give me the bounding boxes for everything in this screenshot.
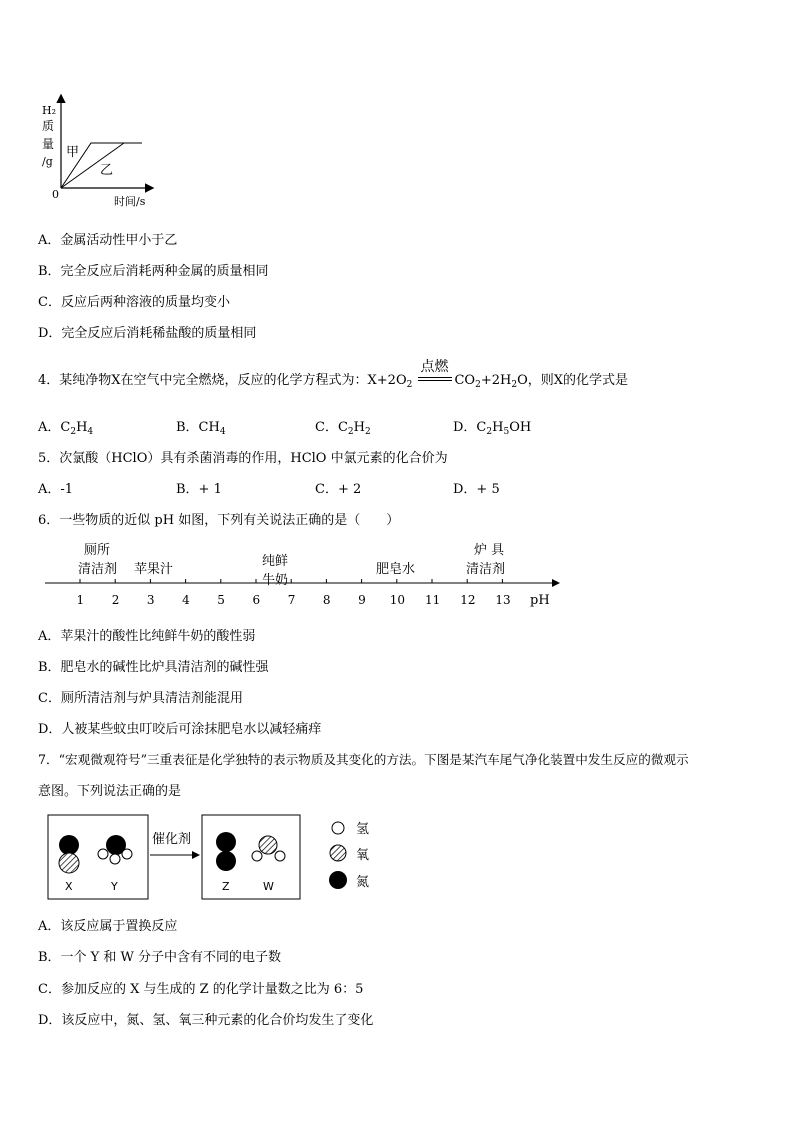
q6-stem: 6．一些物质的近似 pH 如图，下列有关说法正确的是（ ） [38, 513, 400, 528]
q4-product2-sub: 2 [511, 380, 518, 390]
q4-option-d: D．$C_2H_5OH$ [453, 420, 532, 437]
legend-oxygen-icon [330, 845, 346, 861]
ph-tick-label: 9 [358, 593, 366, 607]
q7-stem-line2: 意图。下列说法正确的是 [38, 784, 182, 799]
q4-stem [38, 358, 628, 390]
q7-stem-line1: 7．“宏观微观符号”三重表征是化学独特的表示物质及其变化的方法。下图是某汽车尾气净化装置中发生反应的微观示 [38, 752, 689, 767]
ph-tick-label: 2 [111, 593, 120, 607]
y-label-liang: 量 [42, 137, 55, 151]
q6-option-b: B．肥皂水的碱性比炉具清洁剂的碱性强 [38, 660, 269, 675]
q4-option-a: A．$C_2H_4$ [38, 420, 94, 437]
z-nitrogen-atom [216, 832, 236, 852]
q4-condition: 点燃 [420, 358, 449, 375]
label-stove-top: 炉 具 [474, 543, 505, 558]
q5-option-a: A．-1 [38, 482, 74, 497]
ph-tick-label: 7 [287, 593, 296, 607]
ph-scale [40, 536, 570, 614]
legend-hydrogen-icon [332, 822, 344, 834]
y-hydrogen-atom [122, 849, 132, 859]
q3-option-b: B．完全反应后消耗两种金属的质量相同 [38, 264, 269, 279]
ph-tick-label: 11 [425, 593, 441, 607]
q4-option-b: B．$CH_4$ [176, 420, 226, 437]
q6-option-a: A．苹果汁的酸性比纯鲜牛奶的酸性弱 [38, 629, 256, 644]
y-hydrogen-atom [98, 849, 108, 859]
label-apple: 苹果汁 [134, 562, 174, 577]
w-hydrogen-atom [275, 851, 285, 861]
legend-nitrogen: 氮 [356, 875, 370, 890]
x-label: 时间/s [114, 195, 146, 208]
h2-mass-time-graph [36, 90, 166, 215]
q3-option-a: A．金属活动性甲小于乙 [38, 233, 178, 248]
label-stove-bottom: 清洁剂 [466, 562, 506, 577]
legend-nitrogen-icon [329, 871, 347, 889]
ph-tick-label: 12 [460, 593, 476, 607]
q4-product1: CO [454, 373, 476, 388]
label-toilet-top: 厕所 [84, 543, 111, 558]
label-toilet-bottom: 清洁剂 [78, 562, 118, 577]
q7-option-a: A．该反应属于置换反应 [38, 919, 178, 934]
ph-tick-label: 6 [252, 593, 261, 607]
ph-tick-label: 5 [217, 593, 225, 607]
q4-stem-before: 4．某纯净物X在空气中完全燃烧，反应的化学方程式为：X+2O [38, 373, 407, 388]
ph-tick-label: 4 [182, 593, 190, 607]
label-milk-top: 纯鲜 [262, 554, 289, 569]
micro-reaction-diagram [46, 812, 386, 904]
label-w: W [263, 880, 274, 893]
w-hydrogen-atom [252, 851, 262, 861]
q3-option-d: D．完全反应后消耗稀盐酸的质量相同 [38, 326, 257, 341]
z-nitrogen-atom [216, 851, 236, 871]
y-hydrogen-atom [110, 854, 120, 864]
ph-tick-label: 8 [322, 593, 331, 607]
legend-hydrogen: 氢 [356, 822, 370, 837]
q5-stem: 5．次氯酸（HClO）具有杀菌消毒的作用，HClO 中氯元素的化合价为 [38, 451, 448, 466]
ph-unit: pH [530, 593, 550, 608]
q4-product2: +2H [480, 373, 512, 388]
q7-option-c: C．参加反应的 X 与生成的 Z 的化学计量数之比为 6：5 [38, 982, 364, 997]
origin-label: 0 [52, 188, 59, 201]
x-nitrogen-atom [59, 835, 79, 855]
ph-tick-label: 3 [146, 593, 155, 607]
q3-option-c: C．反应后两种溶液的质量均变小 [38, 295, 230, 310]
q7-option-b: B．一个 Y 和 W 分子中含有不同的电子数 [38, 950, 282, 965]
q5-option-d: D．+ 5 [453, 482, 500, 497]
yi-label: 乙 [100, 163, 114, 178]
label-z: Z [222, 880, 230, 893]
q6-option-d: D．人被某些蚊虫叮咬后可涂抹肥皂水以减轻痛痒 [38, 722, 322, 737]
label-x: X [65, 880, 73, 893]
ph-tick-label: 13 [495, 593, 511, 607]
catalyst-label: 催化剂 [152, 832, 192, 847]
q7-option-d: D．该反应中，氮、氢、氧三种元素的化合价均发生了变化 [38, 1013, 374, 1028]
x-oxygen-atom [59, 853, 79, 873]
w-oxygen-atom [259, 836, 277, 854]
label-soap: 肥皂水 [376, 562, 416, 577]
q4-product2-tail: O，则X的化学式是 [517, 373, 628, 388]
jia-label: 甲 [66, 145, 80, 160]
ph-tick-label: 1 [76, 593, 85, 607]
q4-condition-arrow [418, 358, 452, 388]
q5-option-c: C．+ 2 [315, 482, 362, 497]
q5-option-b: B．+ 1 [176, 482, 222, 497]
q4-product1-sub: 2 [475, 380, 481, 390]
y-label-zhi: 质 [42, 119, 55, 133]
q6-option-c: C．厕所清洁剂与炉具清洁剂能混用 [38, 691, 243, 706]
y-label-h2: H₂ [42, 104, 57, 117]
label-milk-bottom: 牛奶 [262, 573, 289, 588]
q4-sub1: 2 [406, 380, 413, 390]
ph-tick-label: 10 [389, 593, 406, 607]
q4-option-c: C．$C_2H_2$ [315, 420, 371, 437]
legend-oxygen: 氧 [356, 848, 370, 863]
label-y: Y [111, 880, 118, 893]
y-label-unit: /g [42, 155, 53, 168]
